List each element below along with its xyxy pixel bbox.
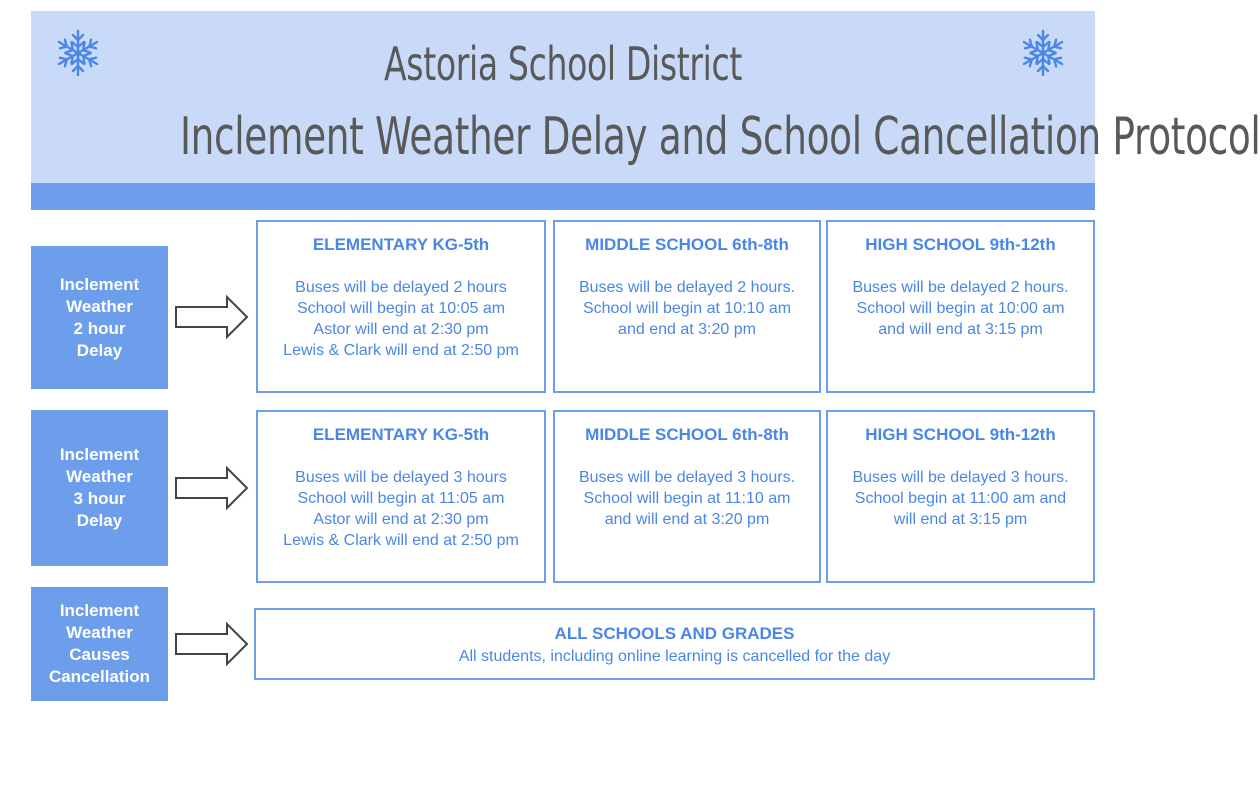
box-line: School will begin at 10:00 am [856, 300, 1065, 317]
box-line: Buses will be delayed 2 hours. [852, 279, 1069, 296]
box-line: and will end at 3:20 pm [604, 511, 770, 528]
label-line: Inclement [59, 274, 140, 294]
box-title: MIDDLE SCHOOL 6th-8th [585, 235, 789, 254]
box-line: Buses will be delayed 3 hours [295, 469, 507, 486]
high-2hr-box [826, 220, 1095, 393]
box-line: Lewis & Clark will end at 2:50 pm [283, 532, 519, 549]
box-line: Buses will be delayed 3 hours. [578, 469, 796, 486]
box-line: School will begin at 10:10 am [582, 300, 792, 317]
box-line: Astor will end at 2:30 pm [313, 511, 489, 528]
label-cancellation [31, 587, 168, 701]
header-banner [31, 11, 1260, 183]
cancellation-box [254, 608, 1095, 680]
box-title: HIGH SCHOOL 9th-12th [865, 425, 1056, 444]
box-line: School will begin at 10:05 am [296, 300, 506, 317]
elementary-3hr-box [256, 410, 546, 583]
label-line: Weather [66, 296, 133, 316]
right-arrow-icon [175, 623, 249, 665]
cancellation-title: ALL SCHOOLS AND GRADES [554, 624, 795, 643]
label-line: Delay [76, 511, 123, 530]
snowflake-icon [53, 28, 103, 78]
district-title: Astoria School District [384, 37, 742, 91]
right-arrow-icon [175, 467, 249, 509]
header-accent-bar [31, 183, 1095, 210]
box-line: Buses will be delayed 2 hours. [578, 279, 796, 296]
box-line: and will end at 3:15 pm [878, 321, 1043, 338]
cancellation-text: All students, including online learning is cancelled for the day [458, 648, 891, 665]
box-line: Buses will be delayed 2 hours [295, 279, 507, 296]
box-line: Lewis & Clark will end at 2:50 pm [283, 342, 519, 359]
box-title: MIDDLE SCHOOL 6th-8th [585, 425, 789, 444]
label-line: Weather [66, 467, 133, 486]
box-line: Buses will be delayed 3 hours. [852, 469, 1069, 486]
label-line: Delay [76, 340, 123, 360]
right-arrow-icon [175, 296, 249, 338]
label-line: Inclement [59, 445, 140, 464]
box-title: ELEMENTARY KG-5th [312, 235, 490, 254]
elementary-2hr-box [256, 220, 546, 393]
label-line: 2 hour [73, 318, 126, 338]
box-title: HIGH SCHOOL 9th-12th [865, 235, 1056, 254]
high-3hr-box [826, 410, 1095, 583]
snowflake-icon [1018, 28, 1068, 78]
box-line: School begin at 11:00 am and [854, 490, 1067, 507]
box-line: will end at 3:15 pm [893, 511, 1028, 528]
label-2-hour-delay [31, 246, 168, 389]
protocol-title: Inclement Weather Delay and School Cancellation Protocol [179, 107, 1260, 167]
box-line: and end at 3:20 pm [618, 321, 756, 338]
label-line: Cancellation [48, 667, 151, 686]
middle-3hr-box [553, 410, 821, 583]
label-line: Causes [69, 645, 130, 664]
middle-2hr-box [553, 220, 821, 393]
label-line: Inclement [59, 601, 140, 620]
label-3-hour-delay [31, 410, 168, 566]
label-line: 3 hour [73, 489, 126, 508]
box-line: School will begin at 11:05 am [297, 490, 505, 507]
box-line: Astor will end at 2:30 pm [313, 321, 489, 338]
box-title: ELEMENTARY KG-5th [312, 425, 490, 444]
box-line: School will begin at 11:10 am [583, 490, 791, 507]
label-line: Weather [66, 623, 133, 642]
